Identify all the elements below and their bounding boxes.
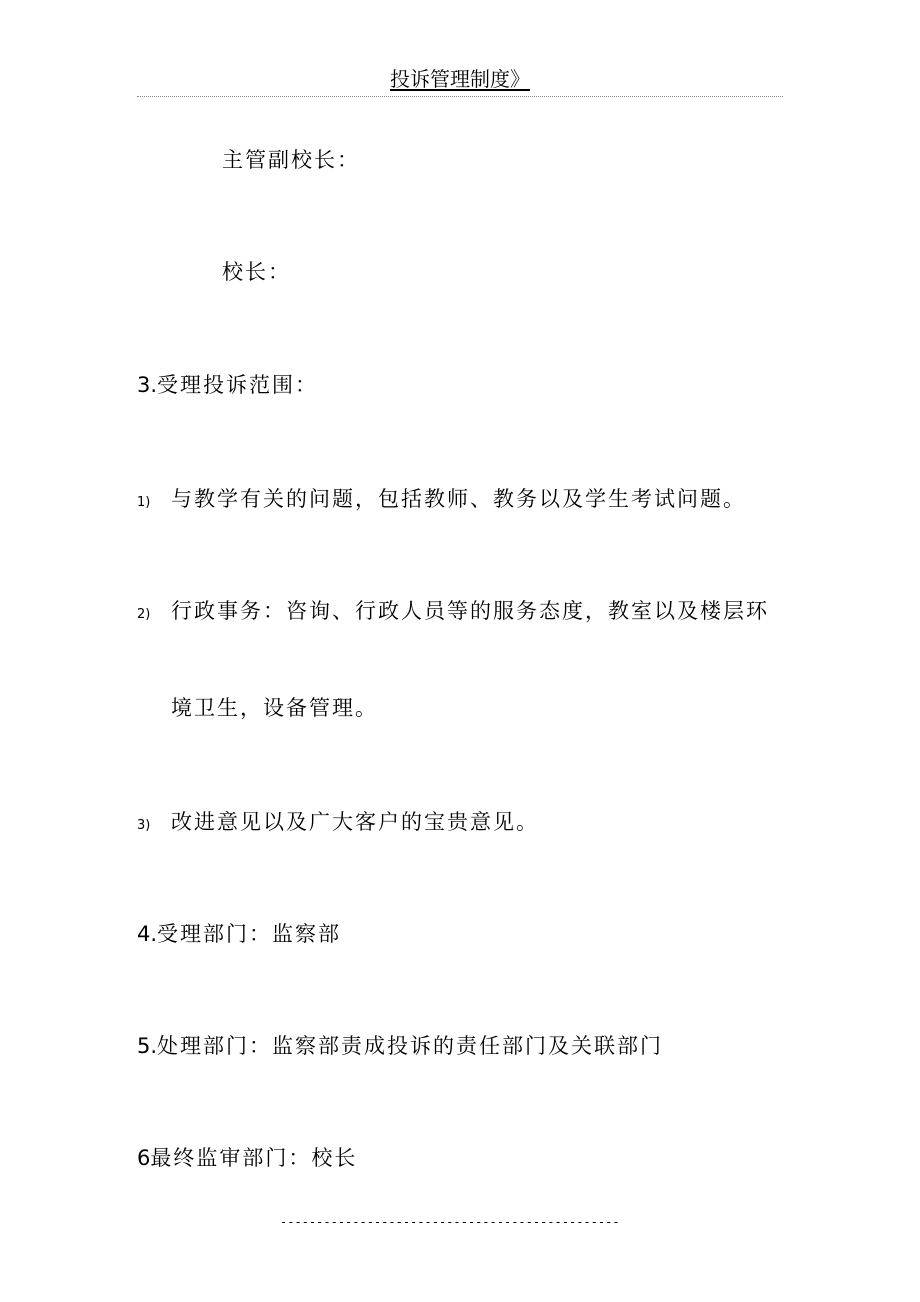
header-divider: [137, 96, 783, 97]
list-item-text: 与教学有关的问题，包括教师、教务以及学生考试问题。: [171, 487, 746, 511]
section-4-heading: [137, 920, 341, 948]
footer-divider: -----------------------------------------------: [280, 1216, 620, 1228]
list-item-marker: 1): [137, 495, 151, 510]
section-6-number: 6: [137, 1146, 151, 1170]
page-header-title: [0, 66, 920, 92]
list-item-text: 行政事务：咨询、行政人员等的服务态度，教室以及楼层环: [171, 599, 769, 623]
section-6-text: 最终监审部门：校长: [150, 1146, 358, 1170]
principal-label: 校长：: [222, 260, 291, 284]
list-item-continuation: 境卫生，设备管理。: [171, 696, 378, 720]
list-item-text: 改进意见以及广大客户的宝贵意见。: [171, 810, 539, 834]
list-item: [137, 597, 769, 629]
section-5-heading: [137, 1032, 663, 1060]
section-3-text: 受理投诉范围：: [157, 373, 319, 397]
section-3-number: 3.: [137, 373, 158, 397]
section-4-text: 受理部门：监察部: [157, 922, 342, 946]
list-item: [137, 485, 746, 517]
list-item: [137, 808, 539, 840]
list-item-marker: 2): [137, 607, 151, 622]
list-item-marker: 3): [137, 818, 151, 833]
header-title-text: 投诉管理制度》: [390, 67, 530, 91]
vice-principal-label: 主管副校长：: [222, 148, 360, 172]
section-6-heading: [137, 1144, 357, 1172]
section-5-text: 处理部门：监察部责成投诉的责任部门及关联部门: [157, 1034, 664, 1058]
section-5-number: 5.: [137, 1034, 158, 1058]
section-4-number: 4.: [137, 922, 158, 946]
section-3-heading: [137, 371, 318, 399]
